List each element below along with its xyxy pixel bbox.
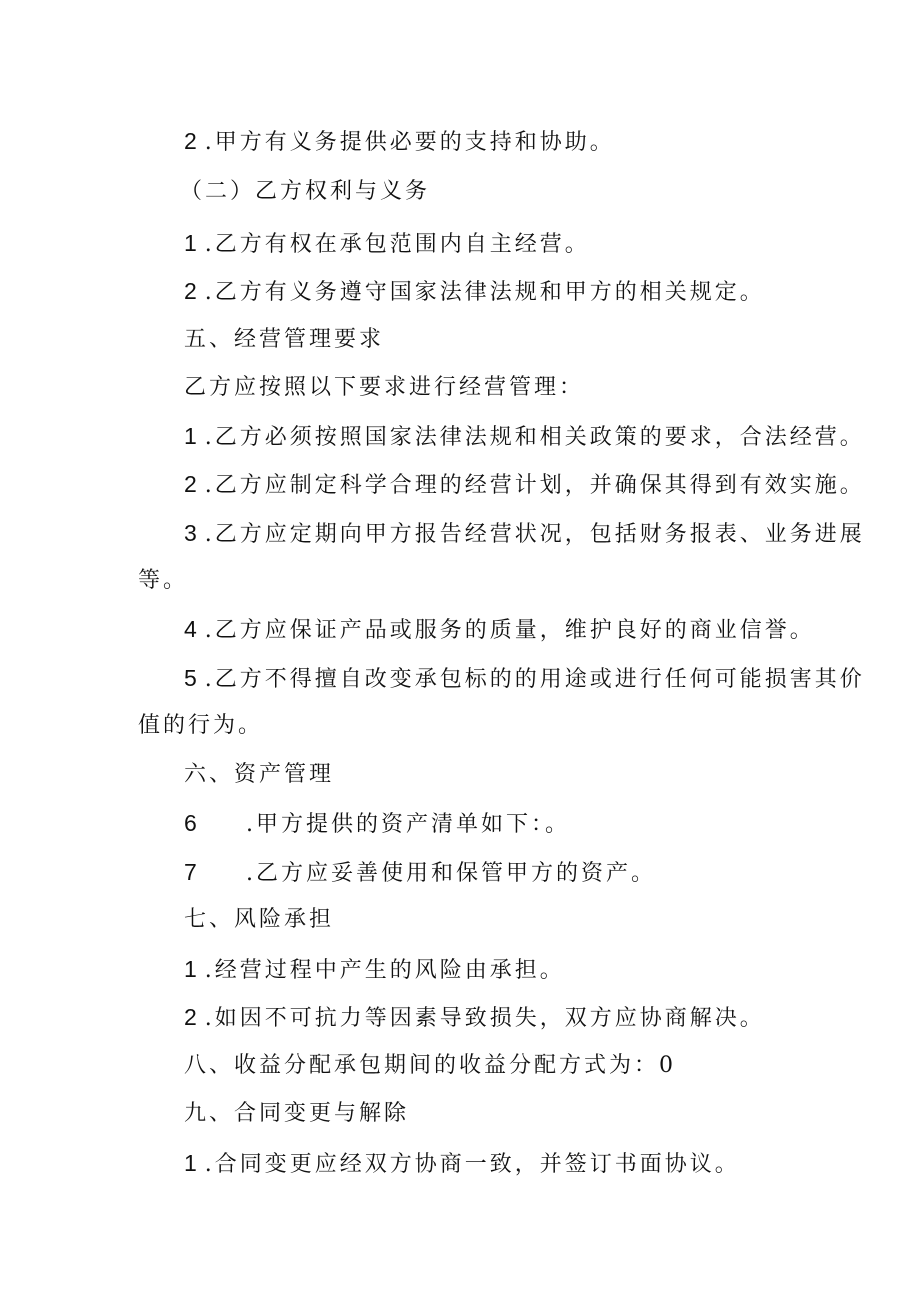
clause-number: 4 bbox=[184, 616, 197, 642]
clause-text: .乙方应妥善使用和保管甲方的资产。 bbox=[246, 861, 656, 886]
clause-asset-list bbox=[184, 808, 570, 840]
clause-text: .乙方有权在承包范围内自主经营。 bbox=[204, 232, 590, 257]
clause-force-majeure bbox=[184, 1002, 765, 1034]
section-heading-contract-change bbox=[184, 1099, 409, 1129]
paragraph-text: 乙方应按照以下要求进行经营管理： bbox=[184, 375, 585, 400]
clause-party-b-obligation bbox=[184, 276, 765, 308]
clause-number: 7 bbox=[184, 859, 197, 885]
clause-reporting-continuation bbox=[138, 566, 188, 596]
section-title: 五、经营管理要求 bbox=[184, 327, 385, 352]
clause-number: 1 bbox=[184, 230, 197, 256]
clause-text: .乙方有义务遵守国家法律法规和甲方的相关规定。 bbox=[204, 280, 765, 305]
section-title: 七、风险承担 bbox=[184, 907, 335, 932]
section-heading-risk bbox=[184, 905, 334, 935]
section-title: 六、资产管理 bbox=[184, 762, 335, 787]
clause-text: .甲方提供的资产清单如下：。 bbox=[246, 812, 570, 837]
clause-risk-bearing bbox=[184, 954, 565, 986]
clause-text: .乙方必须按照国家法律法规和相关政策的要求，合法经营。 bbox=[204, 425, 865, 450]
clause-text: 等。 bbox=[138, 568, 189, 593]
clause-text: .如因不可抗力等因素导致损失，双方应协商解决。 bbox=[204, 1006, 765, 1031]
clause-number: 1 bbox=[184, 423, 197, 449]
clause-number: 2 bbox=[184, 278, 197, 304]
clause-text: .甲方有义务提供必要的支持和协助。 bbox=[204, 130, 615, 155]
clause-no-alteration bbox=[184, 663, 865, 695]
clause-lawful-operation bbox=[184, 421, 865, 453]
clause-text: .经营过程中产生的风险由承担。 bbox=[204, 958, 565, 983]
section-heading-profit bbox=[184, 1051, 676, 1081]
clause-number: 5 bbox=[184, 665, 197, 691]
clause-no-alteration-continuation bbox=[138, 711, 263, 741]
clause-quality bbox=[184, 614, 815, 646]
clause-text: .乙方不得擅自改变承包标的的用途或进行任何可能损害其价 bbox=[204, 667, 865, 692]
clause-text: .乙方应制定科学合理的经营计划，并确保其得到有效实施。 bbox=[204, 473, 865, 498]
section-heading-management bbox=[184, 325, 384, 355]
clause-number: 2 bbox=[184, 128, 197, 154]
section-heading-assets bbox=[184, 760, 334, 790]
clause-reporting bbox=[184, 518, 865, 550]
section-title: 八、收益分配承包期间的收益分配方式为：0 bbox=[184, 1053, 676, 1078]
clause-number: 6 bbox=[184, 810, 197, 836]
subsection-title: （二）乙方权利与义务 bbox=[180, 179, 431, 204]
clause-number: 1 bbox=[184, 956, 197, 982]
clause-text: .合同变更应经双方协商一致，并签订书面协议。 bbox=[204, 1152, 740, 1177]
clause-text: .乙方应定期向甲方报告经营状况，包括财务报表、业务进展 bbox=[204, 522, 865, 547]
clause-party-b-right bbox=[184, 228, 590, 260]
clause-text: .乙方应保证产品或服务的质量，维护良好的商业信誉。 bbox=[204, 618, 815, 643]
section-title: 九、合同变更与解除 bbox=[184, 1101, 410, 1126]
clause-number: 2 bbox=[184, 471, 197, 497]
clause-text: 值的行为。 bbox=[138, 713, 264, 738]
clause-number: 3 bbox=[184, 520, 197, 546]
clause-contract-change bbox=[184, 1148, 740, 1180]
clause-asset-care bbox=[184, 857, 656, 889]
clause-party-a-support bbox=[184, 126, 615, 158]
clause-business-plan bbox=[184, 469, 865, 501]
paragraph-management-intro bbox=[184, 373, 584, 403]
clause-number: 1 bbox=[184, 1150, 197, 1176]
subsection-heading-party-b bbox=[180, 177, 430, 207]
clause-number: 2 bbox=[184, 1004, 197, 1030]
